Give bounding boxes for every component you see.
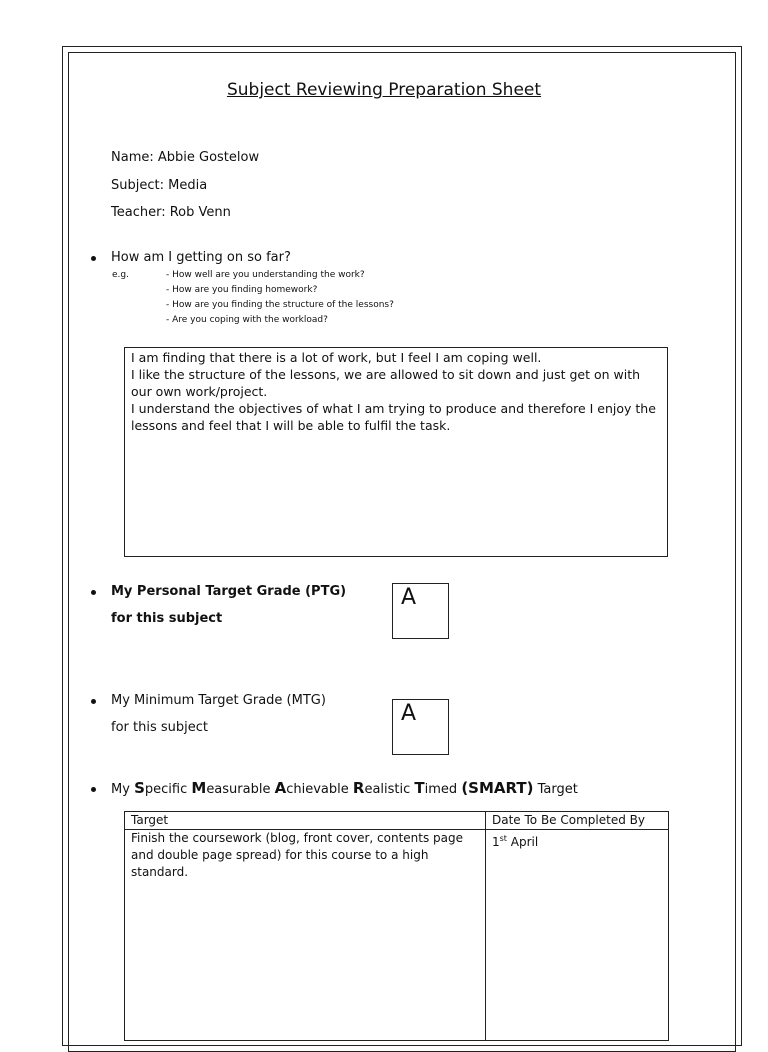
progress-answer-box[interactable]	[124, 347, 668, 557]
ptg-grade-box[interactable]: A	[392, 583, 449, 639]
smart-heading	[111, 779, 578, 797]
student-name: Name: Abbie Gostelow	[111, 150, 260, 165]
smart-r-cap: R	[352, 779, 365, 797]
smart-target-table	[124, 811, 669, 1041]
smart-a-rest: chievable	[286, 782, 349, 797]
date-cell[interactable]	[486, 830, 669, 1041]
table-header-row	[125, 812, 669, 830]
student-teacher: Teacher: Rob Venn	[111, 205, 231, 220]
ptg-label: My Personal Target Grade (PTG)	[111, 584, 347, 599]
table-row	[125, 830, 669, 1041]
answer-line: I understand the objectives of what I am trying to produce and therefore I enjoy the lessons and feel that I will be able to fulfil the task.	[131, 401, 656, 433]
student-subject: Subject: Media	[111, 178, 208, 193]
smart-my: My	[111, 782, 130, 797]
smart-r-rest: ealistic	[364, 782, 411, 797]
smart-t-cap: T	[414, 779, 425, 797]
target-cell[interactable]: Finish the coursework (blog, front cover, contents page and double page spread) for this course to a high standard.	[125, 830, 486, 1041]
date-ordinal: st	[499, 834, 507, 843]
ptg-label-subject: for this subject	[111, 611, 223, 626]
smart-m-cap: M	[191, 779, 207, 797]
smart-s-rest: pecific	[144, 782, 188, 797]
column-header-target: Target	[125, 812, 486, 830]
smart-m-rest: easurable	[206, 782, 271, 797]
mtg-label: My Minimum Target Grade (MTG)	[111, 693, 326, 708]
mtg-grade-box[interactable]: A	[392, 699, 449, 755]
page-title: Subject Reviewing Preparation Sheet	[226, 80, 542, 100]
smart-acronym: (SMART)	[461, 779, 534, 797]
date-day: 1	[492, 835, 500, 849]
prompt-item: - How are you finding homework?	[166, 285, 318, 295]
answer-line: I like the structure of the lessons, we are allowed to sit down and just get on with our own work/project.	[131, 367, 641, 399]
prompt-item: - Are you coping with the workload?	[166, 315, 328, 325]
answer-line: I am finding that there is a lot of work, but I feel I am coping well.	[131, 350, 542, 365]
progress-heading: How am I getting on so far?	[111, 250, 291, 265]
smart-s-cap: S	[134, 779, 145, 797]
prompt-item: - How are you finding the structure of the lessons?	[166, 300, 394, 310]
date-month: April	[506, 835, 539, 849]
smart-t-rest: imed	[424, 782, 458, 797]
mtg-label-subject: for this subject	[111, 720, 208, 735]
prompt-item: - How well are you understanding the work?	[166, 270, 365, 280]
eg-label: e.g.	[112, 270, 129, 280]
column-header-date: Date To Be Completed By	[486, 812, 669, 830]
smart-a-cap: A	[274, 779, 287, 797]
smart-suffix: Target	[537, 782, 578, 797]
